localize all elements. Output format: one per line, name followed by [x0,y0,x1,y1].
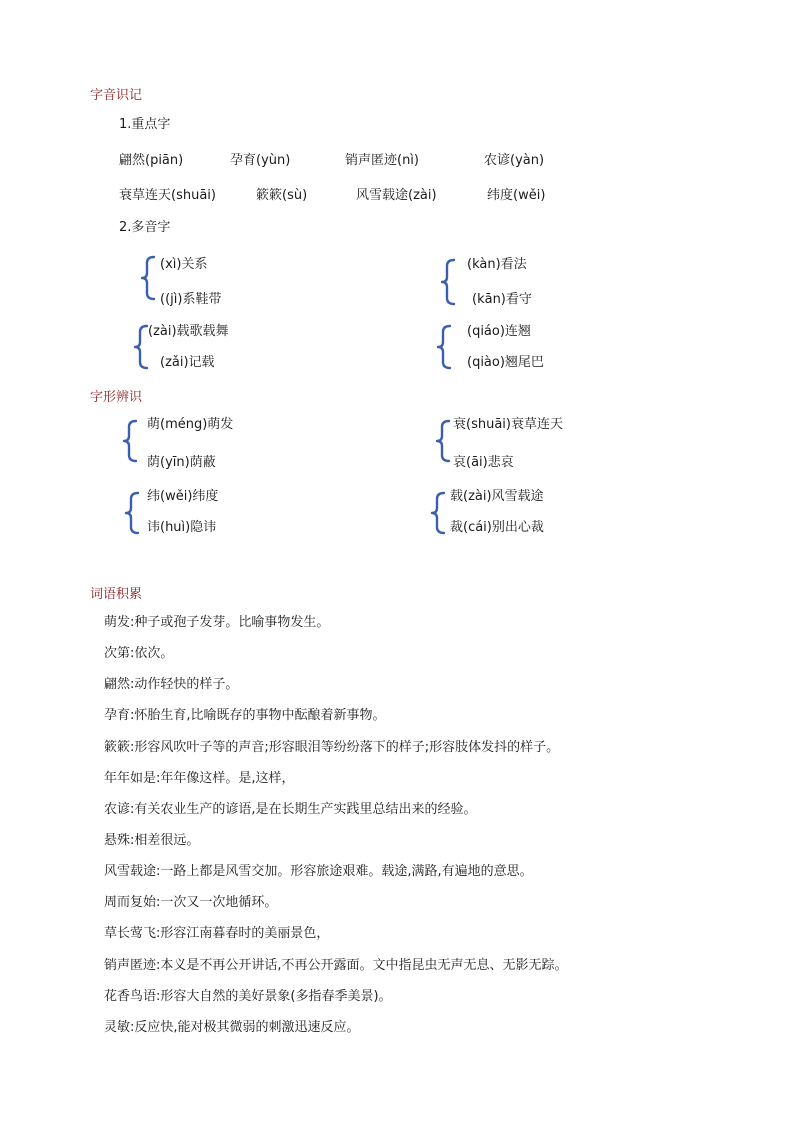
glyph-pair-item: 纬(wěi)纬度 [147,489,219,504]
key-char-item: 风雪载途(zài) [356,188,437,203]
vocab-entry: 草长莺飞:形容江南暮春时的美丽景色， [104,926,330,941]
vocab-entry: 次第:依次。 [104,646,174,661]
key-char-item: 翩然(piān) [119,153,184,168]
section-title-vocabulary: 词语积累 [90,587,143,602]
vocab-entry: 年年如是:年年像这样。是,这样， [104,771,295,786]
left-brace-icon [435,418,453,464]
vocab-entry: 花香鸟语:形容大自然的美好景象(多指春季美景)。 [104,989,392,1004]
section-title-glyphs: 字形辨识 [90,390,143,405]
key-char-item: 农谚(yàn) [484,153,545,168]
vocab-entry: 风雪载途:一路上都是风雪交加。形容旅途艰难。载途,满路,有遍地的意思。 [104,864,533,879]
left-brace-icon [140,254,158,302]
key-char-item: 纬度(wěi) [487,188,546,203]
key-char-item: 簌簌(sù) [256,188,308,203]
key-chars-label: 1.重点字 [119,117,171,132]
vocab-entry: 簌簌:形容风吹叶子等的声音;形容眼泪等纷纷落下的样子;形容肢体发抖的样子。 [104,740,560,755]
left-brace-icon [430,490,448,536]
polyphone-reading: (kān)看守 [472,292,532,307]
key-char-item: 销声匿迹(nì) [345,153,419,168]
vocab-entry: 悬殊:相差很远。 [104,833,200,848]
polyphone-reading: (qiào)翘尾巴 [467,355,544,370]
vocab-entry: 翩然:动作轻快的样子。 [104,677,239,692]
polyphone-reading: ((jì)系鞋带 [160,292,222,307]
polyphone-reading: (qiáo)连翘 [467,324,531,339]
vocab-entry: 灵敏:反应快,能对极其微弱的刺激迅速反应。 [104,1020,360,1035]
left-brace-icon [124,490,142,536]
glyph-pair-item: 哀(āi)悲哀 [453,455,514,470]
polyphone-reading: (zài)载歌载舞 [148,324,229,339]
left-brace-icon [122,418,140,464]
key-char-item: 衰草连天(shuāi) [119,188,216,203]
vocab-entry: 销声匿迹:本义是不再公开讲话,不再公开露面。文中指昆虫无声无息、无影无踪。 [104,958,568,973]
glyph-pair-item: 裁(cái)别出心裁 [450,520,544,535]
vocab-entry: 农谚:有关农业生产的谚语,是在长期生产实践里总结出来的经验。 [104,802,477,817]
glyph-pair-item: 萌(méng)萌发 [147,417,234,432]
polyphone-reading: (xì)关系 [160,257,208,272]
left-brace-icon [440,257,458,307]
glyph-pair-item: 讳(huì)隐讳 [147,520,217,535]
glyph-pair-item: 衰(shuāi)衰草连天 [453,417,563,432]
glyph-pair-item: 荫(yīn)荫蔽 [147,455,216,470]
polyphones-label: 2.多音字 [119,220,171,235]
section-title-pronunciation: 字音识记 [90,88,143,103]
left-brace-icon [436,323,454,371]
vocab-entry: 周而复始:一次又一次地循环。 [104,895,278,910]
polyphone-reading: (zǎi)记载 [160,355,215,370]
polyphone-reading: (kàn)看法 [467,257,527,272]
glyph-pair-item: 载(zài)风雪载途 [450,489,544,504]
vocab-entry: 萌发:种子或孢子发芽。比喻事物发生。 [104,615,330,630]
vocab-entry: 孕育:怀胎生育,比喻既存的事物中酝酿着新事物。 [104,708,386,723]
key-char-item: 孕育(yùn) [230,153,291,168]
